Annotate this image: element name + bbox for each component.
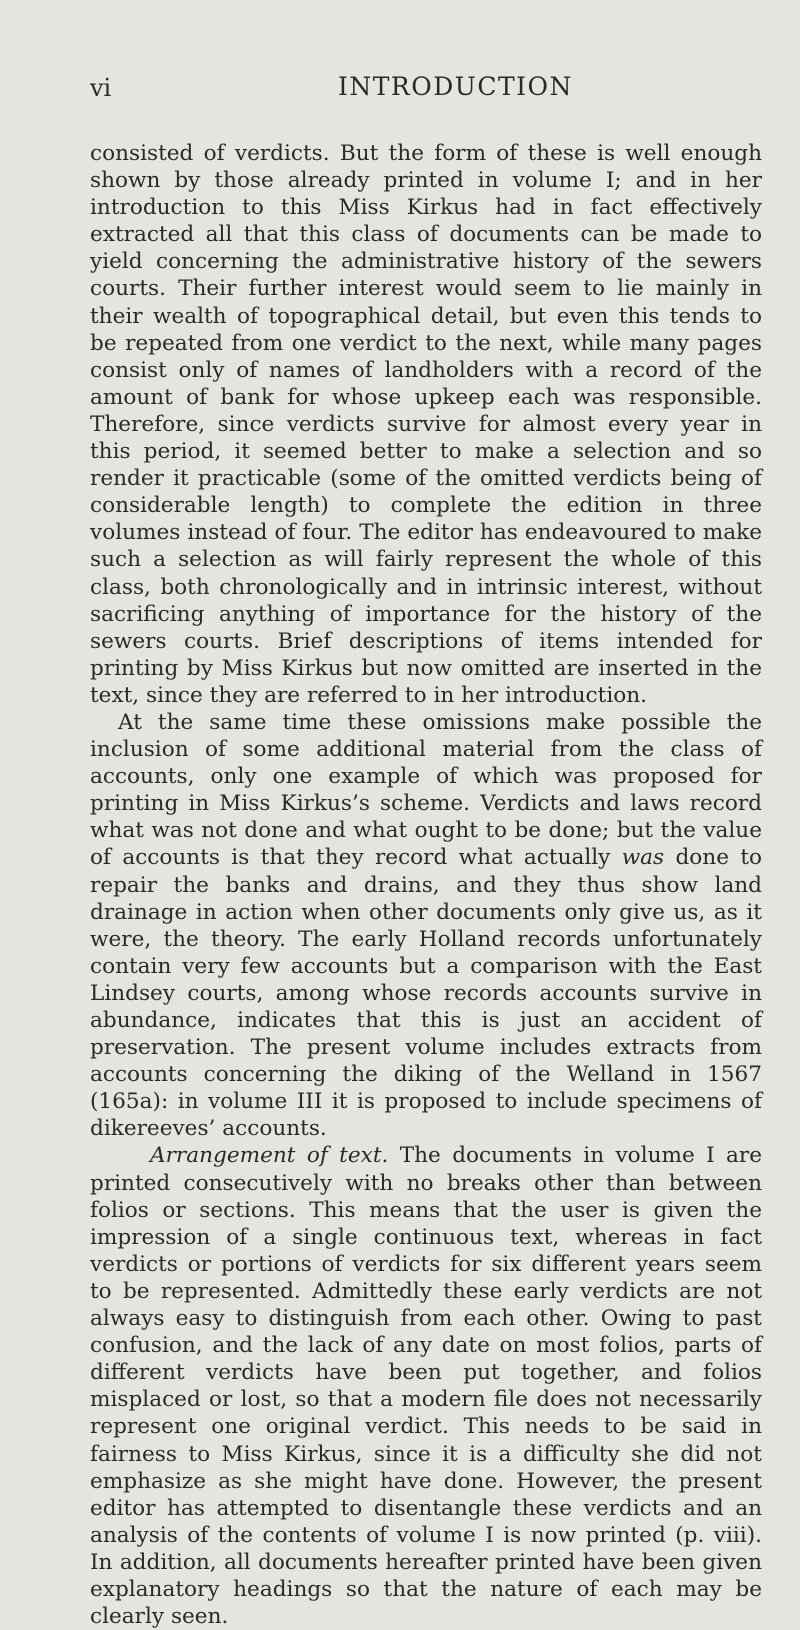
paragraph-2-text-a: At the same time these omissions make possible the inclusion of some additional material from the class of accounts, only one example of which was proposed for printing in Miss Kirkus’s scheme. Verdicts and laws record what was not done and what ought to be done; but the value of accounts is that they record what actually bbox=[90, 709, 762, 871]
running-title: INTRODUCTION bbox=[338, 72, 573, 101]
paragraph-2 bbox=[90, 709, 762, 1143]
paragraph-2-emphasis: was bbox=[621, 845, 665, 871]
paragraph-3-text: The documents in volume I are printed consecutively with no breaks other than between folios or sections. This means that the user is given the impression of a single continuous text, whereas in fact verdicts or portions of verdicts for six different years seem to be represented. Admittedly these early verdicts are not always easy to distinguish from each other. Owing to past confusion, and the lack of any date on most folios, parts of different verdicts have been put together, and folios misplaced or lost, so that a modern file does not necessarily represent one original verdict. This needs to be said in fairness to Miss Kirkus, since it is a difficulty she did not emphasize as she might have done. However, the present editor has attempted to disentangle these verdicts and an analysis of the contents of volume I is now printed (p. viii). In addition, all documents hereafter printed have been given explanatory headings so that the nature of each may be clearly seen. bbox=[90, 1143, 762, 1630]
section-heading-arrangement: Arrangement of text. bbox=[150, 1143, 389, 1169]
body-text bbox=[90, 140, 762, 1630]
running-head bbox=[90, 0, 762, 106]
page-number: vi bbox=[90, 74, 112, 102]
paragraph-3 bbox=[90, 1142, 762, 1630]
paragraph-2-text-b: done to repair the banks and drains, and they thus show land drainage in action when other documents only give us, as it were, the theory. The early Holland records unfortunately contain very few accounts but a comparison with the East Lindsey courts, among whose records accounts survive in abundance, indicates that this is just an accident of preservation. The present volume includes extracts from accounts concerning the diking of the Welland in 1567 (165a): in volume III it is proposed to include specimens of dikereeves’ accounts. bbox=[90, 845, 762, 1142]
paragraph-1: consisted of verdicts. But the form of these is well enough shown by those already printed in volume I; and in her introduction to this Miss Kirkus had in fact effectively extracted all that this class of documents can be made to yield concerning the administrative history of the sewers courts. Their further interest would seem to lie mainly in their wealth of topographical detail, but even this tends to be repeated from one verdict to the next, while many pages consist only of names of landholders with a record of the amount of bank for whose upkeep each was responsible. Therefore, since verdicts survive for almost every year in this period, it seemed better to make a selection and so render it practicable (some of the omitted verdicts being of considerable length) to complete the edition in three volumes instead of four. The editor has endeavoured to make such a selection as will fairly represent the whole of this class, both chronologically and in intrinsic interest, without sacrificing anything of importance for the history of the sewers courts. Brief descriptions of items intended for printing by Miss Kirkus but now omitted are inserted in the text, since they are referred to in her introduction. bbox=[90, 141, 762, 708]
